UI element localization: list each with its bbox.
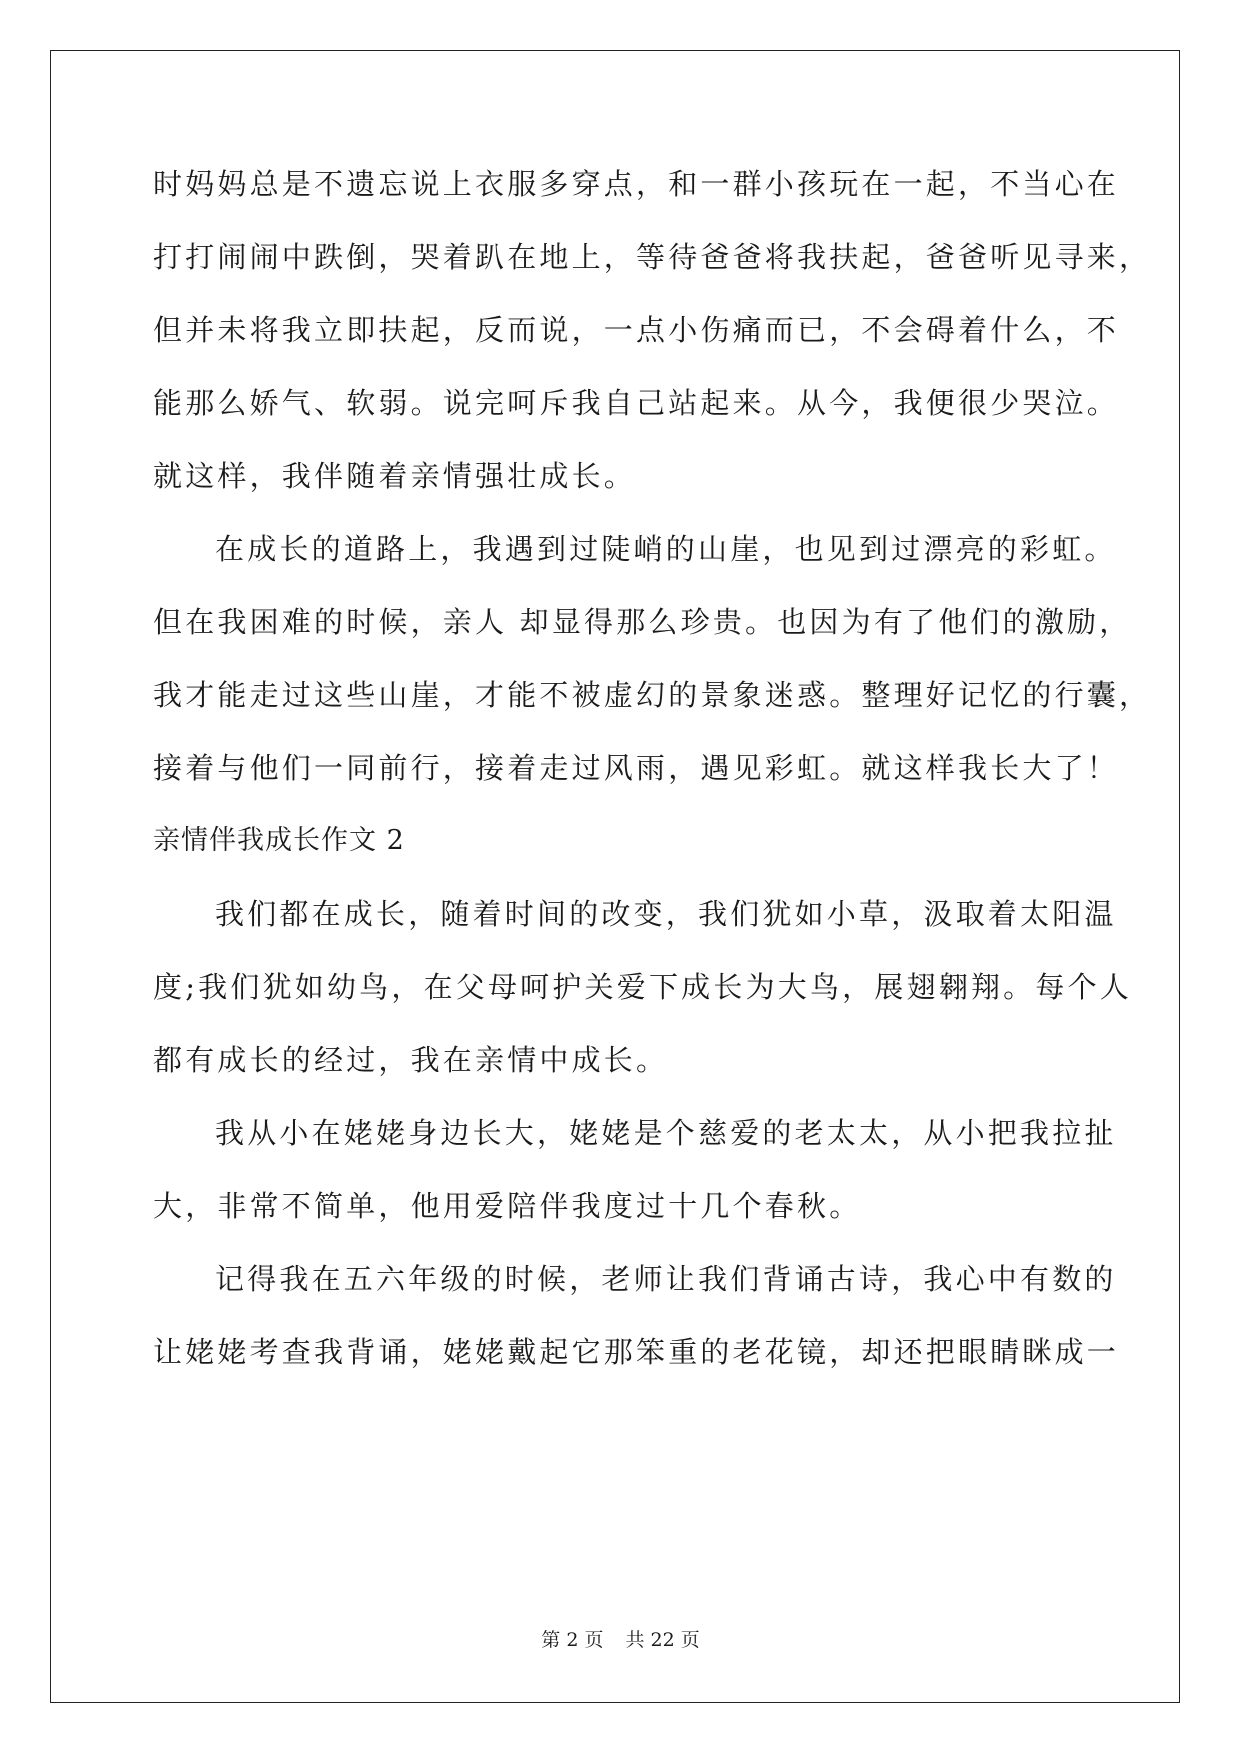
- text-line: 度;我们犹如幼鸟，在父母呵护关爱下成长为大鸟，展翅翱翔。每个人: [153, 970, 1132, 1004]
- paragraph-first-line: 我从小在姥姥身边长大，姥姥是个慈爱的老太太，从小把我拉扯: [215, 1116, 1117, 1150]
- text-line: 能那么娇气、软弱。说完呵斥我自己站起来。从今，我便很少哭泣。: [153, 386, 1120, 420]
- page-footer: [0, 1628, 1241, 1652]
- paragraph-first-line: 在成长的道路上，我遇到过陡峭的山崖，也见到过漂亮的彩虹。: [215, 532, 1117, 566]
- paragraph-first-line: 我们都在成长，随着时间的改变，我们犹如小草，汲取着太阳温: [215, 897, 1117, 931]
- text-line: 我才能走过这些山崖，才能不被虚幻的景象迷惑。整理好记忆的行囊，: [153, 678, 1152, 712]
- text-line: 但在我困难的时候，亲人 却显得那么珍贵。也因为有了他们的激励，: [153, 605, 1132, 639]
- text-line: 让姥姥考查我背诵，姥姥戴起它那笨重的老花镜，却还把眼睛眯成一: [153, 1335, 1120, 1369]
- page-total: 共 22 页: [625, 1629, 700, 1651]
- text-line: 打打闹闹中跌倒，哭着趴在地上，等待爸爸将我扶起，爸爸听见寻来，: [153, 240, 1152, 274]
- text-line: 大，非常不简单，他用爱陪伴我度过十几个春秋。: [153, 1189, 862, 1223]
- text-line: 接着与他们一同前行，接着走过风雨，遇见彩虹。就这样我长大了！: [153, 751, 1120, 785]
- section-heading: 亲情伴我成长作文 2: [153, 825, 405, 856]
- text-line: 但并未将我立即扶起，反而说，一点小伤痛而已，不会碍着什么，不: [153, 313, 1120, 347]
- page-border: [50, 50, 1180, 1703]
- text-line: 都有成长的经过，我在亲情中成长。: [153, 1043, 669, 1077]
- text-line: 时妈妈总是不遗忘说上衣服多穿点，和一群小孩玩在一起，不当心在: [153, 167, 1120, 201]
- page-number: 第 2 页: [541, 1629, 604, 1651]
- paragraph-first-line: 记得我在五六年级的时候，老师让我们背诵古诗，我心中有数的: [215, 1262, 1117, 1296]
- text-line: 就这样，我伴随着亲情强壮成长。: [153, 459, 637, 493]
